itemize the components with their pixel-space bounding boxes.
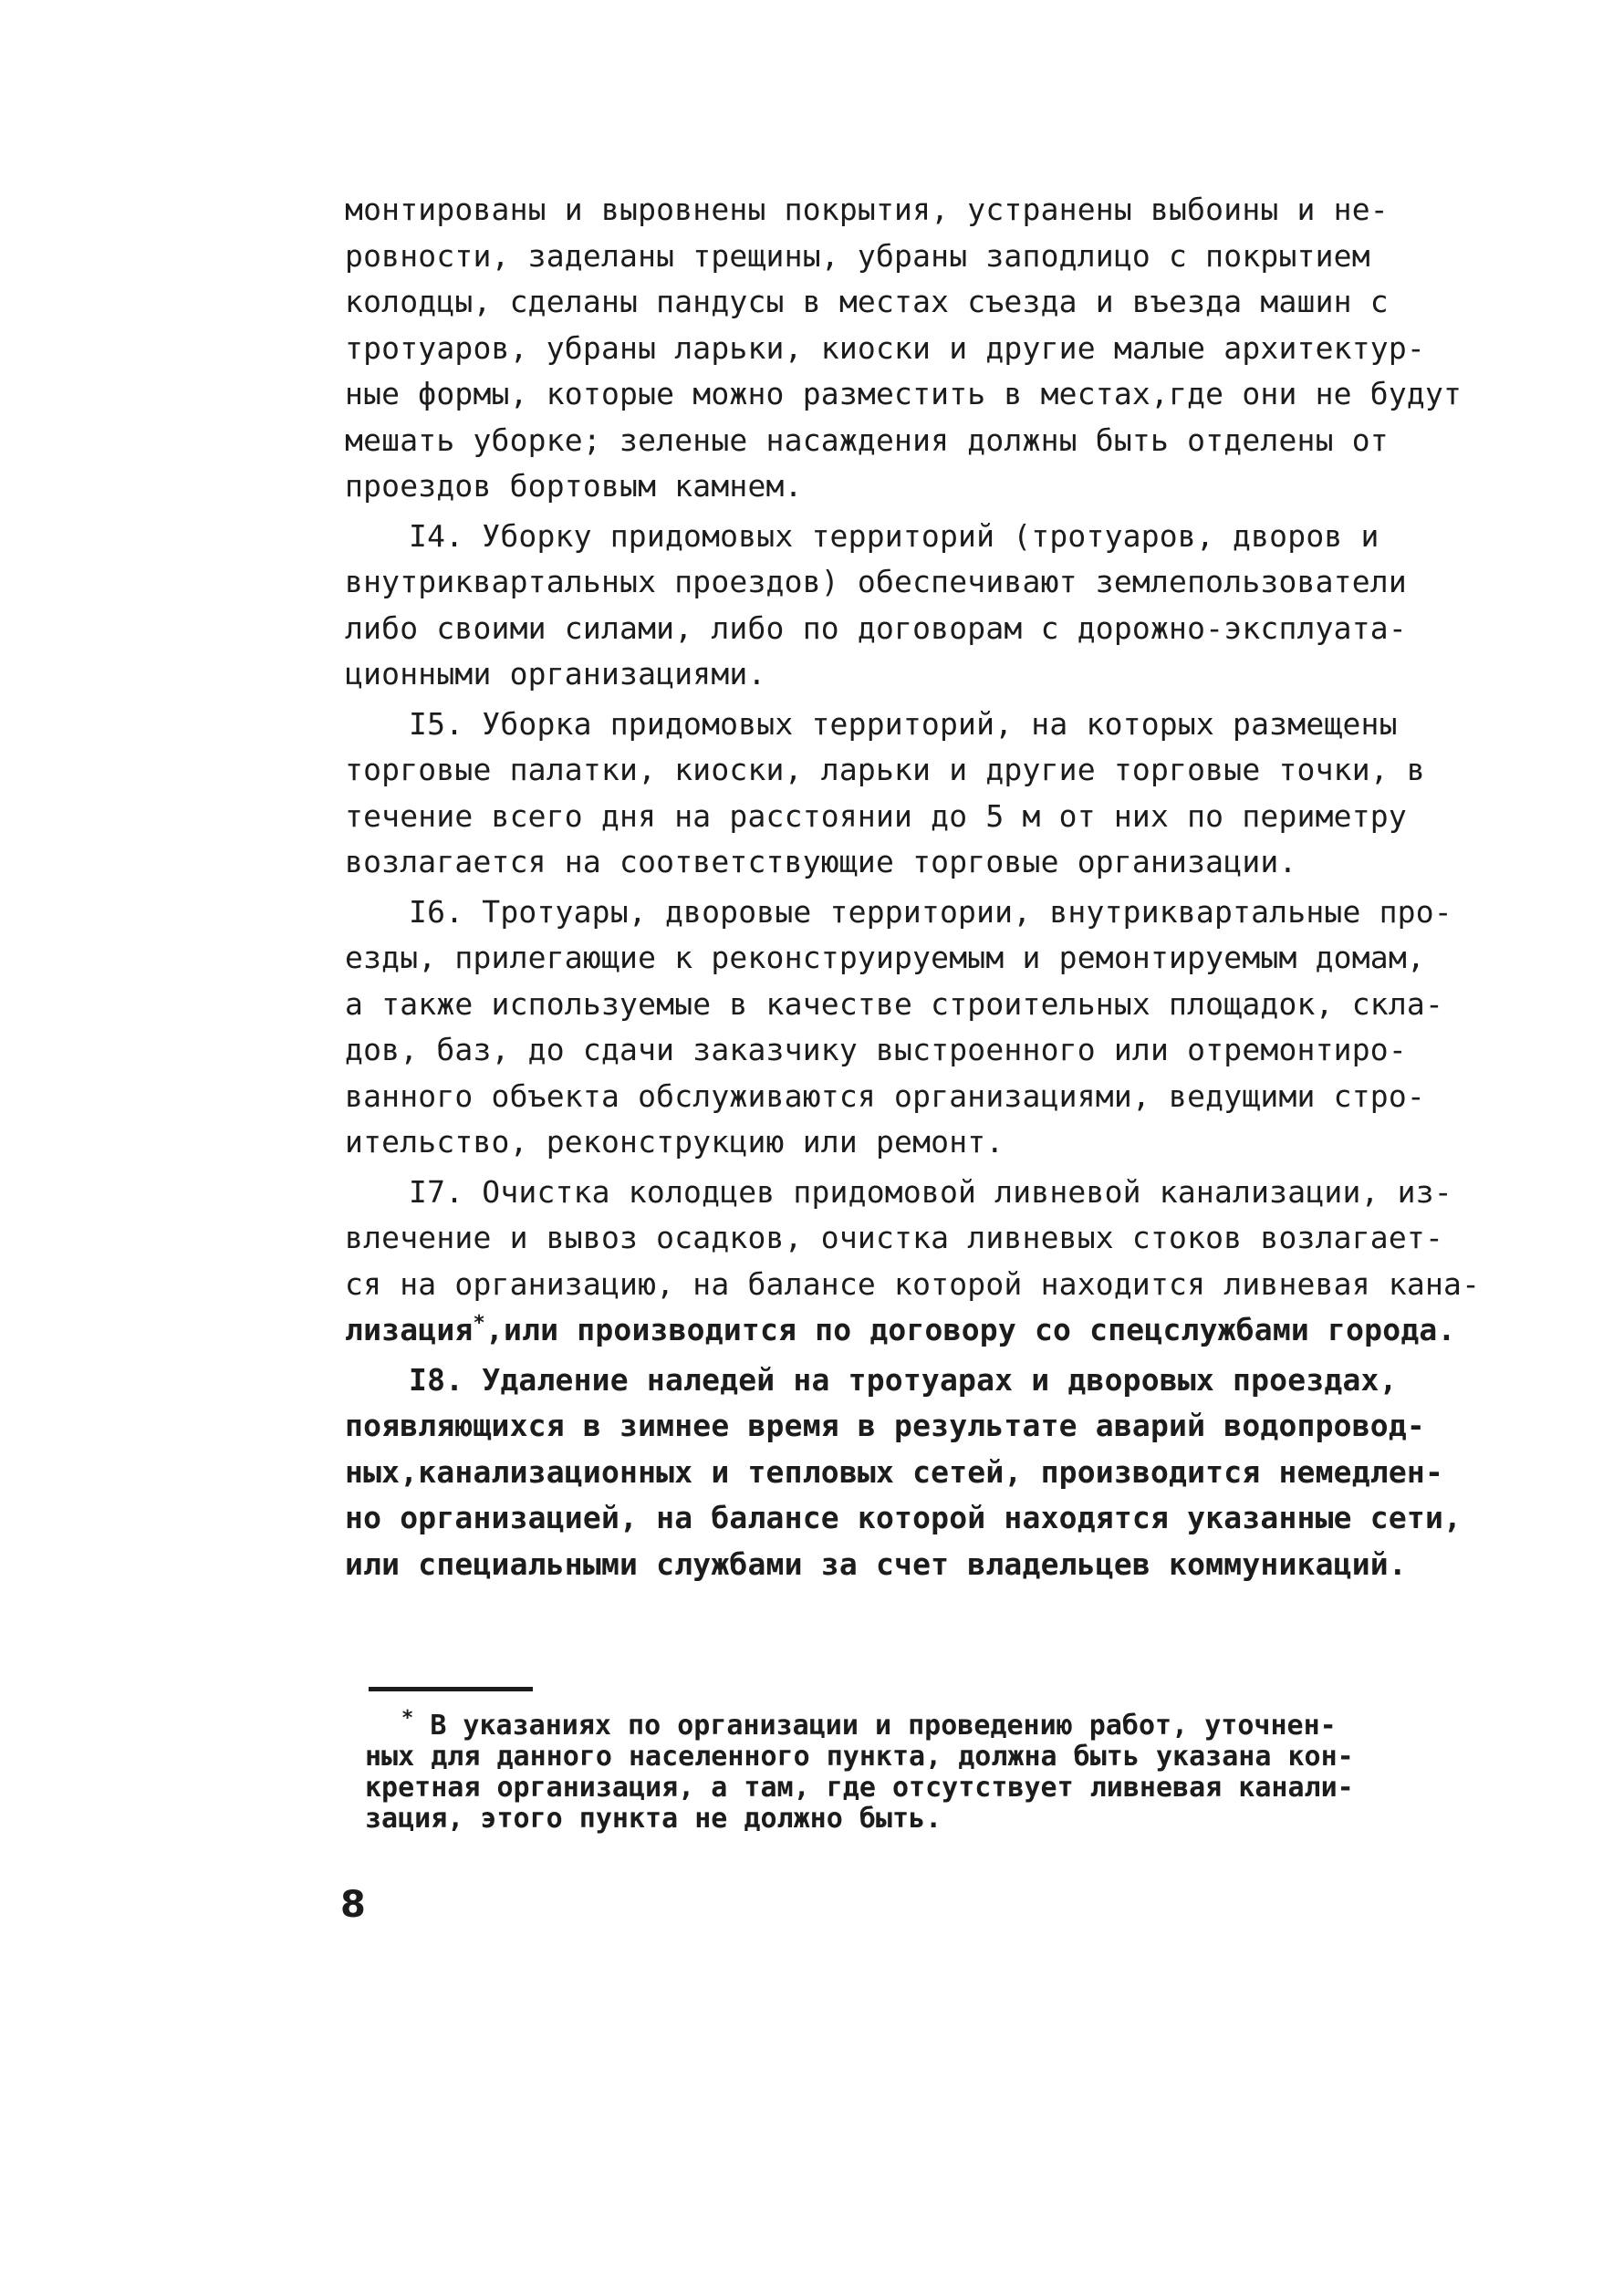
text-line: тротуаров, убраны ларьки, киоски и другие малые архитектур- xyxy=(345,329,1425,366)
text-line: ровности, заделаны трещины, убраны заподлицо с покрытием xyxy=(345,237,1370,274)
text-line: езды, прилегающие к реконструируемым и ремонтируемым домам, xyxy=(345,940,1425,975)
document-body xyxy=(345,187,1531,1587)
footnote-reference[interactable]: * xyxy=(473,1312,485,1335)
text-line: либо своими силами, либо по договорам с дорожно-эксплуата- xyxy=(345,609,1407,646)
text-line: I5. Уборка придомовых территорий, на которых размещены xyxy=(409,705,1398,742)
footnote-line xyxy=(365,1707,1551,1742)
paragraph-17 xyxy=(345,1170,1531,1354)
text-line: или специальными службами за счет владельцев коммуникаций. xyxy=(345,1545,1407,1582)
text-line: ительство, реконструкцию или ремонт. xyxy=(345,1124,1005,1160)
text-line: дов, баз, до сдачи заказчику выстроенного или отремонтиро- xyxy=(345,1032,1407,1067)
text-line: ные формы, которые можно разместить в местах,где они не будут xyxy=(345,376,1463,411)
text-line: I8. Удаление наледей на тротуарах и дворовых проездах, xyxy=(409,1361,1398,1398)
paragraph-14 xyxy=(345,514,1531,698)
text-line: возлагается на соответствующие торговые организации. xyxy=(345,844,1297,879)
text-line: ванного объекта обслуживаются организациями, ведущими стро- xyxy=(345,1077,1425,1114)
text-line: I6. Тротуары, дворовые территории, внутриквартальные про- xyxy=(409,893,1452,930)
text-line: а также используемые в качестве строительных площадок, скла- xyxy=(345,985,1444,1022)
paragraph-18 xyxy=(345,1357,1531,1588)
text-line: ся на организацию, на балансе которой находится ливневая кана- xyxy=(345,1265,1481,1302)
footnote-line: зация, этого пункта не должно быть. xyxy=(365,1803,942,1835)
text-line: ционными организациями. xyxy=(345,656,766,692)
footnote xyxy=(365,1707,1551,1835)
text-line: колодцы, сделаны пандусы в местах съезда и въезда машин с xyxy=(345,284,1389,319)
footnote-mark: * xyxy=(401,1707,414,1730)
text-line: монтированы и выровнены покрытия, устранены выбоины и не- xyxy=(345,192,1389,227)
text-line: внутриквартальных проездов) обеспечивают землепользователи xyxy=(345,564,1407,599)
footnote-line: ных для данного населенного пункта, должна быть указана кон- xyxy=(365,1741,1354,1773)
paragraph-16 xyxy=(345,889,1531,1166)
text-segment: В указаниях по организации и проведению работ, уточнен- xyxy=(430,1710,1337,1742)
footnote-line: кретная организация, а там, где отсутствует ливневая канали- xyxy=(365,1772,1354,1804)
text-line: мешать уборке; зеленые насаждения должны быть отделены от xyxy=(345,421,1389,458)
text-line: I7. Очистка колодцев придомовой ливневой канализации, из- xyxy=(409,1173,1452,1210)
text-line: но организацией, на балансе которой находятся указанные сети, xyxy=(345,1500,1463,1535)
text-line: влечение и вывоз осадков, очистка ливневых стоков возлагает- xyxy=(345,1220,1444,1255)
text-line xyxy=(345,1307,1531,1354)
page-number: 8 xyxy=(340,1884,366,1926)
text-segment: лизация xyxy=(345,1312,474,1347)
paragraph-continuation xyxy=(345,187,1531,510)
text-line: I4. Уборку придомовых территорий (тротуаров, дворов и xyxy=(409,517,1379,554)
paragraph-15 xyxy=(345,702,1531,886)
text-line: торговые палатки, киоски, ларьки и другие торговые точки, в xyxy=(345,752,1425,787)
text-line: проездов бортовым камнем. xyxy=(345,468,803,504)
text-segment: ,или производится по договору со спецслужбами города. xyxy=(484,1312,1456,1347)
text-line: появляющихся в зимнее время в результате аварий водопровод- xyxy=(345,1408,1425,1443)
text-line: течение всего дня на расстоянии до 5 м от них по периметру xyxy=(345,797,1407,834)
text-line: ных,канализационных и тепловых сетей, производится немедлен- xyxy=(345,1453,1444,1490)
footnote-divider xyxy=(369,1687,533,1691)
